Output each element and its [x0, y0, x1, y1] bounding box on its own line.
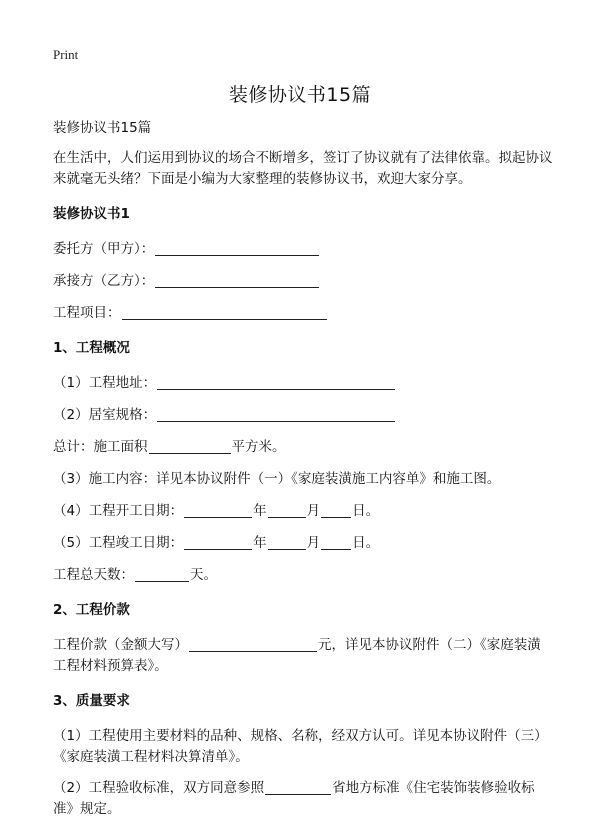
project-line	[53, 303, 553, 324]
section-title: 装修协议书1	[53, 206, 130, 222]
heading-3: 3、质量要求	[53, 693, 130, 709]
project-label: 工程项目：	[53, 305, 121, 321]
start-day-label: 日。	[352, 503, 380, 519]
quality-item-2	[53, 778, 553, 820]
party-b-blank	[155, 272, 319, 288]
quality-item-2-prefix: （2）工程验收标准，双方同意参照	[53, 780, 265, 796]
start-year-label: 年	[253, 503, 267, 519]
location-blank	[157, 374, 395, 390]
total-days-suffix: 天。	[190, 567, 217, 583]
start-year-blank	[184, 502, 252, 518]
content-item: （3）施工内容：详见本协议附件（一）《家庭装潢施工内容单》和施工图。	[53, 471, 501, 487]
subtitle: 装修协议书15篇	[53, 120, 152, 136]
print-link[interactable]: Print	[53, 47, 79, 62]
spec-label: （2）居室规格：	[53, 407, 157, 423]
heading-1: 1、工程概况	[53, 340, 130, 356]
total-days-line	[53, 565, 553, 586]
spec-line	[53, 405, 553, 426]
start-date-label: （4）工程开工日期：	[53, 503, 184, 519]
document-body	[53, 118, 553, 830]
project-blank	[122, 304, 327, 320]
party-a-label: 委托方（甲方）：	[53, 241, 155, 257]
start-day-blank	[321, 502, 351, 518]
end-date-label: （5）工程竣工日期：	[53, 535, 184, 551]
price-blank	[189, 636, 317, 652]
quality-item-2-suffix: 省地方标准《住宅装饰装修验收标准》规定。	[53, 780, 535, 817]
end-day-label: 日。	[352, 535, 380, 551]
start-date-line	[53, 501, 553, 522]
start-month-label: 月	[306, 503, 321, 519]
party-b-line	[53, 271, 553, 292]
end-year-label: 年	[253, 535, 267, 551]
document-title: 装修协议书15篇	[228, 84, 372, 106]
end-day-blank	[321, 534, 351, 550]
party-b-label: 承接方（乙方）：	[53, 273, 155, 289]
party-a-blank	[155, 240, 319, 256]
spec-blank	[157, 406, 395, 422]
price-suffix: 元，详见本协议附件（二）《家庭装潢工程材料预算表》。	[53, 637, 541, 674]
price-paragraph	[53, 635, 553, 677]
price-prefix: 工程价款（金额大写）	[53, 637, 188, 653]
area-prefix: 总计：施工面积	[53, 439, 148, 455]
total-days-label: 工程总天数：	[53, 567, 134, 583]
end-month-label: 月	[306, 535, 321, 551]
area-line	[53, 437, 553, 458]
party-a-line	[53, 239, 553, 260]
heading-2: 2、工程价款	[53, 602, 130, 618]
start-month-blank	[268, 502, 306, 518]
end-year-blank	[184, 534, 252, 550]
location-line	[53, 373, 553, 394]
end-month-blank	[268, 534, 306, 550]
quality-item-1: （1）工程使用主要材料的品种、规格、名称，经双方认可。详见本协议附件（三）《家庭装潢工程材料决算清单》。	[53, 728, 548, 765]
area-blank	[149, 438, 231, 454]
total-days-blank	[135, 566, 189, 582]
area-suffix: 平方米。	[231, 439, 286, 455]
province-blank	[265, 779, 331, 795]
end-date-line	[53, 533, 553, 554]
location-label: （1）工程地址：	[53, 375, 157, 391]
intro-paragraph: 在生活中，人们运用到协议的场合不断增多，签订了协议就有了法律依靠。拟起协议来就毫无头绪？下面是小编为大家整理的装修协议书，欢迎大家分享。	[53, 150, 553, 187]
